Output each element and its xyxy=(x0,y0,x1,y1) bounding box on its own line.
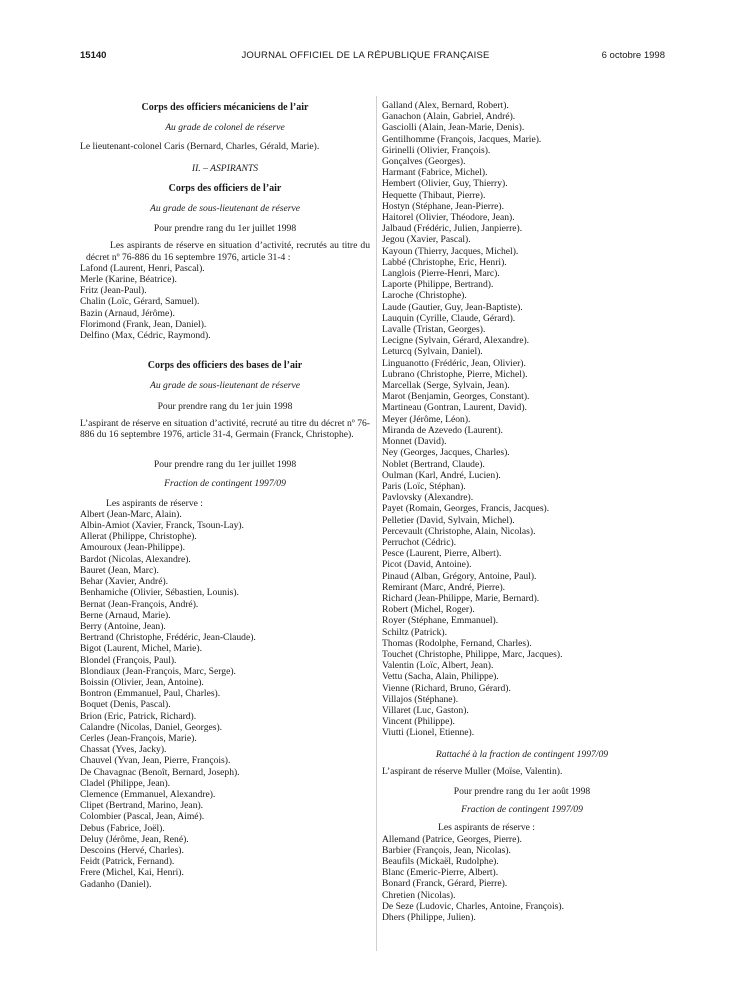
name-list xyxy=(382,100,662,739)
name-entry: Labbé (Christophe, Eric, Henri). xyxy=(382,256,507,268)
name-entry: Gonçalves (Georges). xyxy=(382,156,466,168)
name-entry: Cladel (Philippe, Jean). xyxy=(80,777,171,789)
name-entry: Feidt (Patrick, Fernand). xyxy=(80,856,175,868)
name-entry: Descoins (Hervé, Charles). xyxy=(80,844,184,856)
name-entry: Merle (Karine, Béatrice). xyxy=(80,274,177,286)
fraction-heading: Fraction de contingent 1997/09 xyxy=(164,478,286,490)
name-entry: De Chavagnac (Benoît, Bernard, Joseph). xyxy=(80,766,240,778)
name-entry: Amouroux (Jean-Philippe). xyxy=(80,542,185,554)
name-entry: Martineau (Gontran, Laurent, David). xyxy=(382,402,527,414)
name-entry: Dhers (Philippe, Julien). xyxy=(382,912,476,924)
name-entry: Clipet (Bertrand, Marino, Jean). xyxy=(80,800,204,812)
section-title-bases-air: Corps des officiers des bases de l’air xyxy=(147,360,303,372)
name-entry: Hequette (Thibaut, Pierre). xyxy=(382,189,486,201)
name-list xyxy=(80,263,370,341)
muller-entry: L’aspirant de réserve Muller (Moïse, Valentin). xyxy=(382,765,563,777)
fraction-heading: Fraction de contingent 1997/09 xyxy=(461,804,583,816)
name-entry: Blondel (François, Paul). xyxy=(80,654,177,666)
name-entry: Villaret (Luc, Gaston). xyxy=(382,704,469,716)
list-intro: Les aspirants de réserve : xyxy=(438,822,535,834)
name-entry: Chretien (Nicolas). xyxy=(382,889,456,901)
name-entry: Leturcq (Sylvain, Daniel). xyxy=(382,346,483,358)
name-entry: Monnet (David). xyxy=(382,436,447,448)
name-entry: Ganachon (Alain, Gabriel, André). xyxy=(382,111,516,123)
name-entry: Chassat (Yves, Jacky). xyxy=(80,744,167,756)
name-entry: Royer (Stéphane, Emmanuel). xyxy=(382,615,499,627)
name-entry: Delfino (Max, Cédric, Raymond). xyxy=(80,330,211,342)
name-entry: Behar (Xavier, André). xyxy=(80,576,169,588)
name-entry: Berne (Arnaud, Marie). xyxy=(80,609,171,621)
name-entry: Galland (Alex, Bernard, Robert). xyxy=(382,100,509,111)
name-entry: Bernat (Jean-François, André). xyxy=(80,598,199,610)
rank-date: Pour prendre rang du 1er juin 1998 xyxy=(157,400,293,412)
name-entry: Perruchot (Cédric). xyxy=(382,536,457,548)
name-entry: Florimond (Frank, Jean, Daniel). xyxy=(80,318,207,330)
name-entry: Clemence (Emmanuel, Alexandre). xyxy=(80,788,216,800)
name-list xyxy=(80,509,370,890)
name-entry: Lubrano (Christophe, Pierre, Michel). xyxy=(382,368,528,380)
name-entry: Pesce (Laurent, Pierre, Albert). xyxy=(382,548,502,560)
name-entry: Lavalle (Tristan, Georges). xyxy=(382,324,486,336)
name-entry: Bonard (Franck, Gérard, Pierre). xyxy=(382,878,508,890)
name-entry: Jalbaud (Frédéric, Julien, Janpierre). xyxy=(382,223,523,235)
name-entry: Lauquin (Cyrille, Claude, Gérard). xyxy=(382,312,516,324)
name-entry: Barbier (François, Jean, Nicolas). xyxy=(382,844,511,856)
name-entry: Gentilhomme (François, Jacques, Marie). xyxy=(382,133,542,145)
name-entry: Albin-Amiot (Xavier, Franck, Tsoun-Lay). xyxy=(80,520,244,532)
name-entry: Harmant (Fabrice, Michel). xyxy=(382,167,488,179)
name-entry: Bontron (Emmanuel, Paul, Charles). xyxy=(80,688,221,700)
name-entry: Frere (Michel, Kai, Henri). xyxy=(80,867,184,879)
name-entry: Viutti (Lionel, Etienne). xyxy=(382,727,475,739)
grade-sous-lieutenant: Au grade de sous-lieutenant de réserve xyxy=(150,203,300,215)
name-entry: Gasciolli (Alain, Jean-Marie, Denis). xyxy=(382,122,525,134)
rank-date: Pour prendre rang du 1er juillet 1998 xyxy=(153,223,297,235)
name-entry: Bigot (Laurent, Michel, Marie). xyxy=(80,643,203,655)
name-entry: Girinelli (Olivier, François). xyxy=(382,144,491,156)
name-entry: Touchet (Christophe, Philippe, Marc, Jacques). xyxy=(382,648,563,660)
name-entry: Allemand (Patrice, Georges, Pierre). xyxy=(382,833,522,845)
name-entry: Schiltz (Patrick). xyxy=(382,626,448,638)
name-entry: Benhamiche (Olivier, Sébastien, Lounis). xyxy=(80,587,239,599)
list-intro: Les aspirants de réserve : xyxy=(106,497,203,509)
name-entry: Haitorel (Olivier, Théodore, Jean). xyxy=(382,212,515,224)
name-entry: Hostyn (Stéphane, Jean-Pierre). xyxy=(382,200,505,212)
name-entry: Cerles (Jean-François, Marie). xyxy=(80,732,197,744)
name-entry: Langlois (Pierre-Henri, Marc). xyxy=(382,268,500,280)
name-entry: Boissin (Olivier, Jean, Antoine). xyxy=(80,676,204,688)
name-entry: Jegou (Xavier, Pascal). xyxy=(382,234,471,246)
name-entry: Payet (Romain, Georges, Francis, Jacques). xyxy=(382,503,550,515)
name-entry: Linguanotto (Frédéric, Jean, Olivier). xyxy=(382,357,526,369)
name-entry: Beaufils (Mickaël, Rudolphe). xyxy=(382,856,499,867)
name-entry: Bazin (Arnaud, Jérôme). xyxy=(80,307,175,319)
name-entry: Picot (David, Antoine). xyxy=(382,559,472,571)
grade-colonel: Au grade de colonel de réserve xyxy=(165,122,285,134)
name-entry: Remirant (Marc, André, Pierre). xyxy=(382,581,506,593)
name-entry: Chalin (Loïc, Gérard, Samuel). xyxy=(80,296,200,308)
name-entry: Miranda de Azevedo (Laurent). xyxy=(382,424,503,436)
name-entry: Calandre (Nicolas, Daniel, Georges). xyxy=(80,721,223,733)
name-entry: Laroche (Christophe). xyxy=(382,290,467,302)
intro-paragraph: Les aspirants de réserve en situation d’activité, recrutés au titre du décret nº 76-886 du 16 septembre 1976, article 31-4 : xyxy=(86,240,370,263)
promotion-caris: Le lieutenant-colonel Caris (Bernard, Charles, Gérald, Marie). xyxy=(80,141,320,153)
name-entry: Boquet (Denis, Pascal). xyxy=(80,699,171,711)
section-title-mecaniciens: Corps des officiers mécaniciens de l’air xyxy=(141,102,309,113)
name-entry: Laude (Gautier, Guy, Jean-Baptiste). xyxy=(382,301,523,313)
name-entry: Brion (Eric, Patrick, Richard). xyxy=(80,710,197,722)
name-entry: Meyer (Jérôme, Léon). xyxy=(382,413,471,425)
name-entry: Gadanho (Daniel). xyxy=(80,878,152,890)
left-column xyxy=(80,100,370,890)
right-column xyxy=(382,100,662,923)
name-entry: Pavlovsky (Alexandre). xyxy=(382,492,474,504)
grade-sous-lieutenant: Au grade de sous-lieutenant de réserve xyxy=(150,380,300,392)
name-entry: Thomas (Rodolphe, Fernand, Charles). xyxy=(382,637,532,649)
section-title-officiers-air: Corps des officiers de l’air xyxy=(168,182,282,194)
name-entry: Hembert (Olivier, Guy, Thierry). xyxy=(382,178,508,190)
name-entry: Ney (Georges, Jacques, Charles). xyxy=(382,447,510,459)
germain-paragraph: L’aspirant de réserve en situation d’activité, recruté au titre du décret nº 76-886 du 16 septembre 1976, article 31-4, Germain (Franck, Christophe). xyxy=(80,417,370,441)
rank-date: Pour prendre rang du 1er juillet 1998 xyxy=(153,459,297,471)
name-entry: Paris (Loïc, Stéphan). xyxy=(382,480,466,492)
name-entry: Valentin (Loïc, Albert, Jean). xyxy=(382,660,494,672)
name-entry: Deluy (Jérôme, Jean, René). xyxy=(80,833,189,845)
name-entry: Percevault (Christophe, Alain, Nicolas). xyxy=(382,525,536,537)
page-number: 15140 xyxy=(80,50,107,61)
name-entry: Villajos (Stéphane). xyxy=(382,693,459,705)
name-entry: Robert (Michel, Roger). xyxy=(382,604,475,616)
name-entry: Pinaud (Alban, Grégory, Antoine, Paul). xyxy=(382,570,537,582)
journal-title: JOURNAL OFFICIEL DE LA RÉPUBLIQUE FRANÇAISE xyxy=(241,50,490,61)
name-entry: Kayoun (Thierry, Jacques, Michel). xyxy=(382,245,519,257)
name-entry: Berry (Antoine, Jean). xyxy=(80,620,166,632)
name-entry: Pelletier (David, Sylvain, Michel). xyxy=(382,514,515,526)
name-entry: Allerat (Philippe, Christophe). xyxy=(80,531,197,543)
name-entry: Colombier (Pascal, Jean, Aimé). xyxy=(80,811,205,823)
name-entry: Albert (Jean-Marc, Alain). xyxy=(80,508,182,520)
name-entry: Lecigne (Sylvain, Gérard, Alexandre). xyxy=(382,335,530,347)
name-entry: Bertrand (Christophe, Frédéric, Jean-Claude). xyxy=(80,632,256,644)
name-entry: Noblet (Bertrand, Claude). xyxy=(382,458,485,470)
name-entry: De Seze (Ludovic, Charles, Antoine, François). xyxy=(382,900,564,912)
rattache-heading: Rattaché à la fraction de contingent 1997/09 xyxy=(435,748,609,760)
name-entry: Debus (Fabrice, Joël). xyxy=(80,822,165,834)
name-entry: Bardot (Nicolas, Alexandre). xyxy=(80,553,191,565)
name-entry: Chauvel (Yvan, Jean, Pierre, François). xyxy=(80,755,231,767)
name-entry: Blanc (Emeric-Pierre, Albert). xyxy=(382,867,499,879)
name-entry: Bauret (Jean, Marc). xyxy=(80,564,159,576)
name-entry: Laporte (Philippe, Bertrand). xyxy=(382,279,494,291)
section-heading-aspirants: II. – ASPIRANTS xyxy=(191,162,259,174)
name-entry: Marcellak (Serge, Sylvain, Jean). xyxy=(382,380,510,392)
name-entry: Marot (Benjamin, Georges, Constant). xyxy=(382,391,530,403)
name-entry: Oulman (Karl, André, Lucien). xyxy=(382,469,501,481)
name-entry: Vincent (Philippe). xyxy=(382,716,455,728)
name-entry: Vettu (Sacha, Alain, Philippe). xyxy=(382,671,499,683)
name-entry: Lafond (Laurent, Henri, Pascal). xyxy=(80,262,205,274)
column-divider xyxy=(376,96,377,951)
name-entry: Blondiaux (Jean-François, Marc, Serge). xyxy=(80,665,236,677)
name-entry: Fritz (Jean-Paul). xyxy=(80,285,147,297)
publication-date: 6 octobre 1998 xyxy=(601,50,665,61)
name-entry: Richard (Jean-Philippe, Marie, Bernard). xyxy=(382,592,540,604)
name-entry: Vienne (Richard, Bruno, Gérard). xyxy=(382,682,511,694)
rank-date: Pour prendre rang du 1er août 1998 xyxy=(453,785,591,797)
name-list xyxy=(382,834,662,924)
